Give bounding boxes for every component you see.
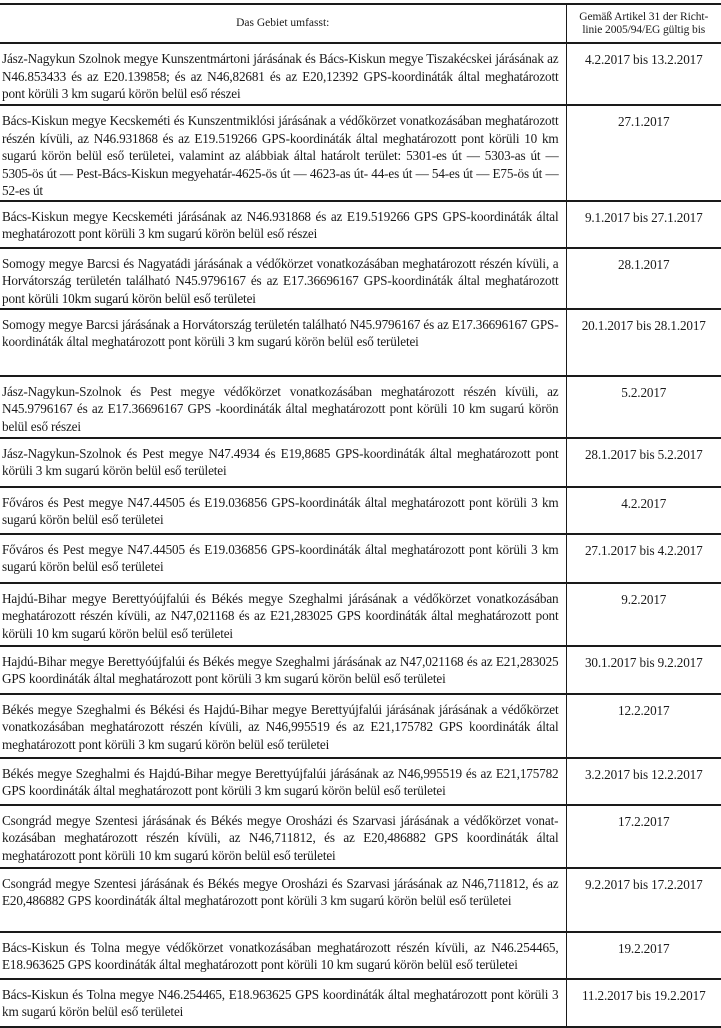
- validity-period-cell: 9.2.2017: [566, 583, 721, 646]
- validity-period-cell: 30.1.2017 bis 9.2.2017: [566, 646, 721, 694]
- validity-period-cell: 19.2.2017: [566, 932, 721, 979]
- table-row: [0, 438, 721, 487]
- area-description-cell: Hajdú-Bihar megye Berettyóújfalúi és Békés megye Szeghalmi járásának a védőkörzet vonatkozásában meghatározott részén kívüli, az N47,021168 és az E21,283025 GPS koordináták által meghatározott pont körüli 10 km sugarú körön belül eső területei: [0, 583, 566, 646]
- area-description-cell: Főváros és Pest megye N47.44505 és E19.036856 GPS-koordináták által meghatározott pont körüli 3 km sugarú körön belül eső területei: [0, 487, 566, 534]
- table-row: [0, 646, 721, 694]
- table-row: [0, 758, 721, 805]
- area-description-cell: Békés megye Szeghalmi és Hajdú-Bihar megye Berettyújfalúi járásának az N46,995519 és az E21,175782 GPS koordináták által meghatározott pont körüli 3 km sugarú körön belül eső területei: [0, 758, 566, 805]
- table-row: [0, 805, 721, 868]
- area-description-cell: Csongrád megye Szentesi járásának és Békés megye Orosházi és Szarvasi járásának az N46,711812, és az E20,486882 GPS koordináták által meghatározott pont körüli 3 km sugarú körön belül eső területei: [0, 868, 566, 932]
- area-description-cell: Főváros és Pest megye N47.44505 és E19.036856 GPS-koordináták által meghatározott pont körüli 3 km sugarú körön belül eső területei: [0, 534, 566, 583]
- table-row: [0, 932, 721, 979]
- table-row: [0, 487, 721, 534]
- area-description-cell: Bács-Kiskun megye Kecskeméti járásának az N46.931868 és az E19.519266 GPS GPS-koordináták által meghatározott pont körüli 3 km sugarú körön belül eső részei: [0, 201, 566, 248]
- validity-period-cell: 17.2.2017: [566, 805, 721, 868]
- validity-period-cell: 20.1.2017 bis 28.1.2017: [566, 309, 721, 376]
- table-row: [0, 534, 721, 583]
- validity-period-cell: 4.2.2017: [566, 487, 721, 534]
- table-row: [0, 868, 721, 932]
- column-header-area: Das Gebiet umfasst:: [0, 4, 566, 43]
- table-body: [0, 43, 721, 1027]
- validity-period-cell: 28.1.2017 bis 5.2.2017: [566, 438, 721, 487]
- validity-period-cell: 9.1.2017 bis 27.1.2017: [566, 201, 721, 248]
- validity-period-cell: 27.1.2017 bis 4.2.2017: [566, 534, 721, 583]
- table-row: [0, 694, 721, 758]
- table-row: [0, 309, 721, 376]
- zones-table: [0, 3, 721, 1028]
- area-description-cell: Somogy megye Barcsi és Nagyatádi járásának a védőkörzet vonatkozásában meghatározott részén kívüli, a Horvátország területén található N45.9796167 és az E17.36696167 GPS-koordináták által meghatározott pont körüli 10km sugarú körön belül eső területei: [0, 248, 566, 309]
- column-header-validity-line1: Gemäß Artikel 31 der Richt-: [579, 10, 709, 23]
- area-description-cell: Hajdú-Bihar megye Berettyóújfalúi és Békés megye Szeghalmi járásának az N47,021168 és az E21,283025 GPS koordináták által meghatározott pont körüli 3 km sugarú körön belül eső területei: [0, 646, 566, 694]
- table-row: [0, 43, 721, 105]
- area-description-cell: Bács-Kiskun megye Kecskeméti és Kunszentmiklósi járásának a védőkörzet vonatkozásában meghatározott részén kívüli, az N46.931868 és az E19.519266 GPS-koordináták által meghatározott pont körüli 10 km sugarú körön belül eső területei, valamint az alábbiak által határolt terület: 5301-es út — 5303-as út — 5305-ös út — Pest-Bács-Kiskun megyehatár-4625-ös út — 4623-as út- 44-es út — 54-es út — E75-ös út — 52-es út: [0, 105, 566, 201]
- validity-period-cell: 27.1.2017: [566, 105, 721, 201]
- column-header-validity-line2: linie 2005/94/EG gültig bis: [582, 23, 706, 36]
- area-description-cell: Békés megye Szeghalmi és Békési és Hajdú-Bihar megye Berettyújfalúi járásának járásának a védőkörzet vonatkozásában meghatározott részén kívüli, az N46,995519 és az E21,175782 GPS koordináták által meghatározott pont körüli 3 km sugarú körön belül eső területei: [0, 694, 566, 758]
- area-description-cell: Jász-Nagykun-Szolnok és Pest megye védőkörzet vonatkozásában meghatározott részén kívüli, az N45.9796167 és az E17.36696167 GPS -koordináták által meghatározott pont körüli 10 km sugarú körön belül eső részei: [0, 376, 566, 438]
- validity-period-cell: 5.2.2017: [566, 376, 721, 438]
- table-row: [0, 376, 721, 438]
- table-row: [0, 248, 721, 309]
- table-row: [0, 979, 721, 1027]
- table-row: [0, 201, 721, 248]
- validity-period-cell: 9.2.2017 bis 17.2.2017: [566, 868, 721, 932]
- validity-period-cell: 11.2.2017 bis 19.2.2017: [566, 979, 721, 1027]
- area-description-cell: Jász-Nagykun-Szolnok és Pest megye N47.4934 és E19,8685 GPS-koordináták által meghatározott pont körüli 3 km sugarú körön belül eső területei: [0, 438, 566, 487]
- validity-period-cell: 12.2.2017: [566, 694, 721, 758]
- area-description-cell: Jász-Nagykun Szolnok megye Kunszentmártoni járásának és Bács-Kiskun megye Tiszakécskei járásának az N46.853433 és az E20.139858; és az N46,82681 és az E20,12392 GPS-koordináták által meghatározott pont körüli 3 km sugarú körön belül eső részei: [0, 43, 566, 105]
- validity-period-cell: 4.2.2017 bis 13.2.2017: [566, 43, 721, 105]
- table-header-row: [0, 4, 721, 43]
- table-row: [0, 583, 721, 646]
- area-description-cell: Csongrád megye Szentesi járásának és Békés megye Orosházi és Szarvasi járásának a védőkörzet vonatkozásában meghatározott részén kívüli, az N46,711812, és az E20,486882 GPS koordináták által meghatározott pont körüli 10 km sugarú körön belül eső területei: [0, 805, 566, 868]
- column-header-validity: [566, 4, 721, 43]
- area-description-cell: Somogy megye Barcsi járásának a Horvátország területén található N45.9796167 és az E17.36696167 GPS-koordináták által meghatározott pont körüli 3 km sugarú körön belül eső területei: [0, 309, 566, 376]
- table-row: [0, 105, 721, 201]
- area-description-cell: Bács-Kiskun és Tolna megye védőkörzet vonatkozásában meghatározott részén kívüli, az N46.254465, E18.963625 GPS koordináták által meghatározott pont körüli 10 km sugarú körön belül eső területei: [0, 932, 566, 979]
- validity-period-cell: 28.1.2017: [566, 248, 721, 309]
- validity-period-cell: 3.2.2017 bis 12.2.2017: [566, 758, 721, 805]
- area-description-cell: Bács-Kiskun és Tolna megye N46.254465, E18.963625 GPS koordináták által meghatározott pont körüli 3 km sugarú körön belül eső területei: [0, 979, 566, 1027]
